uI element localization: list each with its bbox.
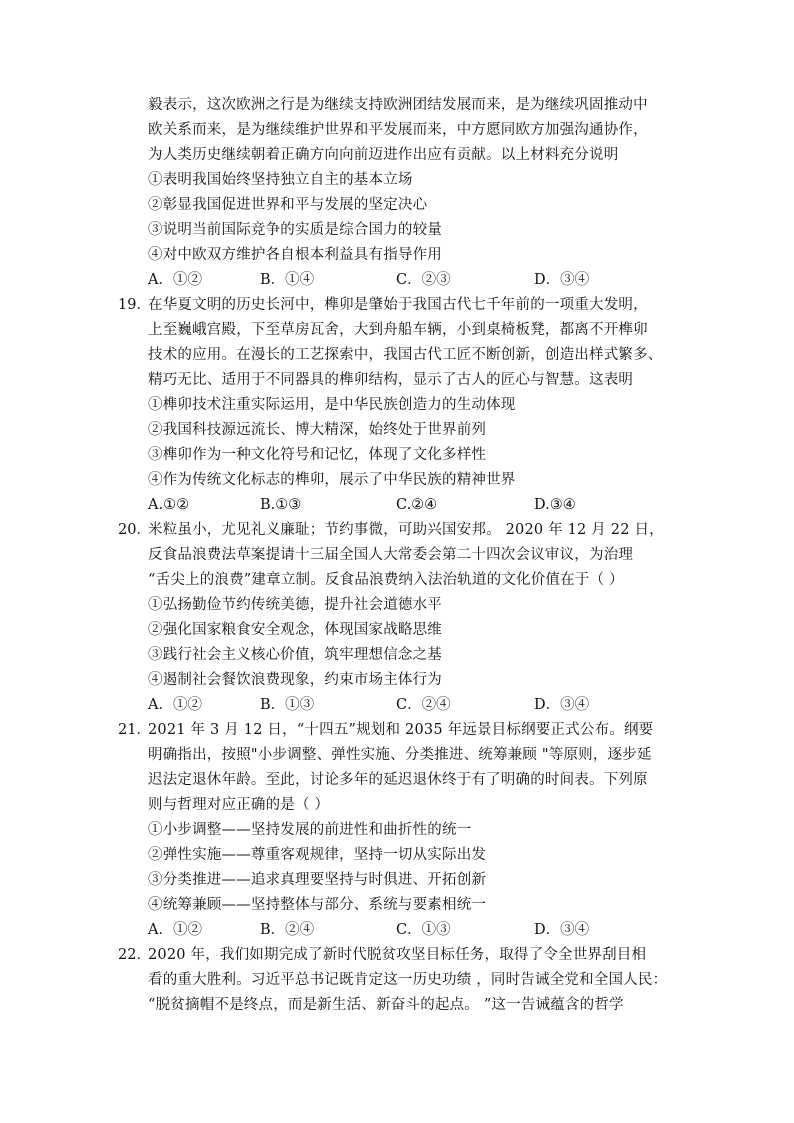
option-b[interactable]: B．①③	[260, 697, 315, 713]
statement-2: ②强化国家粮食安全观念，体现国家战略思维	[148, 622, 442, 638]
option-c[interactable]: C．①③	[396, 922, 451, 938]
answer-options	[148, 695, 648, 715]
statement-4: ④统筹兼顾——坚持整体与部分、系统与要素相统一	[148, 897, 487, 913]
option-a[interactable]: A．①②	[148, 697, 202, 713]
statement-4: ④作为传统文化标志的榫卯，展示了中华民族的精神世界	[148, 472, 516, 488]
statement-3: ③分类推进——追求真理要坚持与时俱进、开拓创新	[148, 872, 487, 888]
question-text-line: “脱贫摘帽不是终点，而是新生活、新奋斗的起点。 ”这一告诫蕴含的哲学	[148, 997, 624, 1013]
question-text-line: “舌尖上的浪费”建章立制。反食品浪费纳入法治轨道的文化价值在于（ ）	[148, 572, 624, 588]
question-text-line: 技术的应用。在漫长的工艺探索中，我国古代工匠不断创新，创造出样式繁多、	[148, 347, 663, 363]
question-text-line: 明确指出，按照"小步调整、弹性实施、分类推进、统筹兼顾 "等原则，逐步延	[148, 747, 652, 763]
option-b[interactable]: B.①③	[260, 497, 302, 513]
statement-3: ③说明当前国际竞争的实质是综合国力的较量	[148, 222, 442, 238]
question-text-line: 2020 年，我们如期完成了新时代脱贫攻坚目标任务，取得了令全世界刮目相	[148, 947, 647, 963]
option-a[interactable]: A.①②	[148, 497, 190, 513]
option-c[interactable]: C．②③	[396, 272, 451, 288]
statement-3: ③践行社会主义核心价值，筑牢理想信念之基	[148, 647, 442, 663]
answer-options	[148, 495, 648, 515]
option-d[interactable]: D．③④	[534, 697, 590, 713]
option-a[interactable]: A．①②	[148, 922, 202, 938]
question-text-line: 2021 年 3 月 12 日，“十四五”规划和 2035 年远景目标纲要正式公布。纲要	[148, 722, 654, 738]
question-number: 21．	[118, 722, 151, 738]
option-b[interactable]: B．①④	[260, 272, 315, 288]
question-text-line: 米粒虽小，尤见礼义廉耻；节约事微，可助兴国安邦。 2020 年 12 月 22 日，	[148, 522, 664, 538]
statement-1: ①弘扬勤俭节约传统美德，提升社会道德水平	[148, 597, 442, 613]
question-text-line: 为人类历史继续朝着正确方向向前迈进作出应有贡献。以上材料充分说明	[148, 147, 619, 163]
question-text-line: 上至巍峨宫殿，下至草房瓦舍，大到舟船车辆，小到桌椅板凳，都离不开榫卯	[148, 322, 648, 338]
statement-3: ③榫卯作为一种文化符号和记忆，体现了文化多样性	[148, 447, 487, 463]
question-number: 22．	[118, 947, 151, 963]
question-text-line: 在华夏文明的历史长河中，榫卯是肇始于我国古代七千年前的一项重大发明，	[148, 297, 648, 313]
statement-1: ①表明我国始终坚持独立自主的基本立场	[148, 172, 413, 188]
option-c[interactable]: C．②④	[396, 697, 451, 713]
question-text-line: 反食品浪费法草案提请十三届全国人大常委会第二十四次会议审议，为治理	[148, 547, 634, 563]
statement-2: ②我国科技源远流长、博大精深，始终处于世界前列	[148, 422, 487, 438]
statement-1: ①小步调整——坚持发展的前进性和曲折性的统一	[148, 822, 472, 838]
option-c[interactable]: C.②④	[396, 497, 438, 513]
statement-4: ④遏制社会餐饮浪费现象，约束市场主体行为	[148, 672, 442, 688]
question-text-line: 毅表示，这次欧洲之行是为继续支持欧洲团结发展而来，是为继续巩固推动中	[148, 97, 648, 113]
option-d[interactable]: D．③④	[534, 272, 590, 288]
statement-1: ①榫卯技术注重实际运用，是中华民族创造力的生动体现	[148, 397, 516, 413]
statement-2: ②彰显我国促进世界和平与发展的坚定决心	[148, 197, 428, 213]
statement-4: ④对中欧双方维护各自根本利益具有指导作用	[148, 247, 442, 263]
statement-2: ②弹性实施——尊重客观规律，坚持一切从实际出发	[148, 847, 487, 863]
option-d[interactable]: D．③④	[534, 922, 590, 938]
question-text-line: 看的重大胜利。习近平总书记既肯定这一历史功绩 ，同时告诫全党和全国人民：	[148, 972, 668, 988]
option-d[interactable]: D.③④	[534, 497, 576, 513]
question-number: 19．	[118, 297, 151, 313]
answer-options	[148, 270, 648, 290]
question-text-line: 精巧无比、适用于不同器具的榫卯结构，显示了古人的匠心与智慧。这表明	[148, 372, 634, 388]
question-text-line: 则与哲理对应正确的是（ ）	[148, 797, 330, 813]
question-number: 20．	[118, 522, 151, 538]
option-b[interactable]: B．②④	[260, 922, 315, 938]
question-text-line: 迟法定退休年龄。至此，讨论多年的延迟退休终于有了明确的时间表。下列原	[148, 772, 648, 788]
option-a[interactable]: A．①②	[148, 272, 202, 288]
question-text-line: 欧关系而来，是为继续维护世界和平发展而来，中方愿同欧方加强沟通协作，	[148, 122, 648, 138]
answer-options	[148, 920, 648, 940]
